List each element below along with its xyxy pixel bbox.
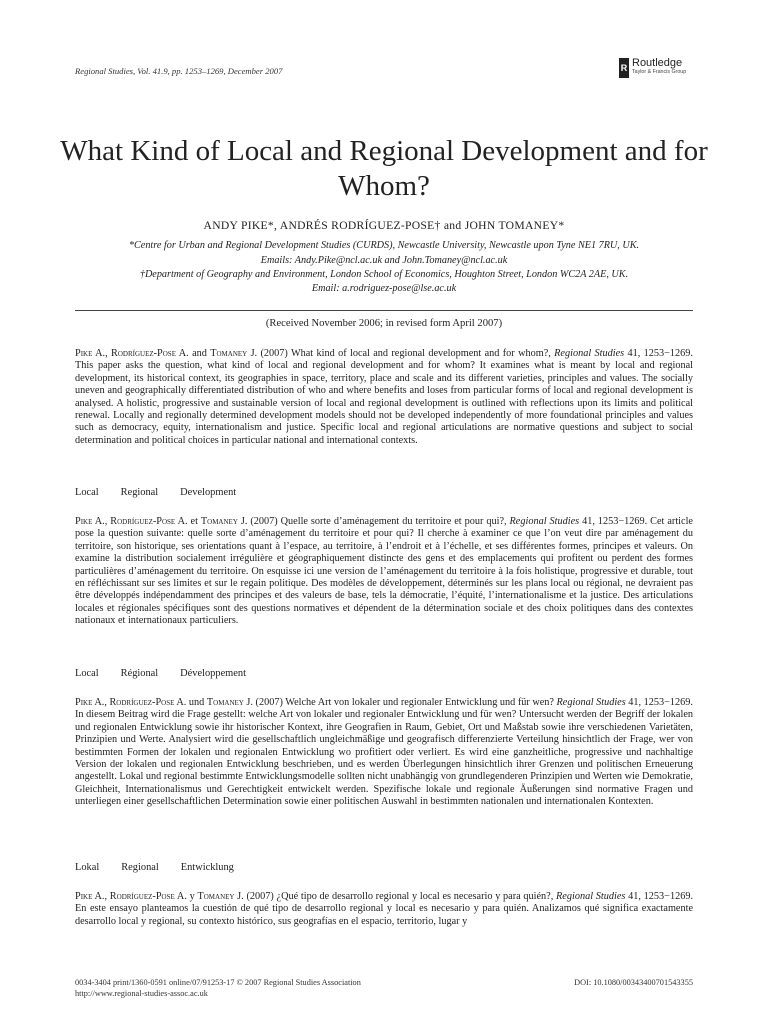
doi[interactable]: DOI: 10.1080/00343400701543355 <box>574 978 693 987</box>
routledge-logo-icon: R <box>619 58 629 78</box>
issn-copyright: 0034-3404 print/1360-0591 online/07/91253-17 © 2007 Regional Studies Association <box>75 978 361 987</box>
abstract-body: 41, 1253−1269. This paper asks the question, what kind of local and regional development and for whom? It examines what is meant by local and regional development, its historical context, its geographies in space, territory, place and scale and its different varieties, principles and values. The socially uneven and geographically differentiated distribution of who and where benefits and loses from particular forms of local and regional development is analysed. A holistic, progressive and sustainable version of local and regional development is outlined with reflections upon its limits and political renewal. Locally and regionally determined development models should not be developed independently of more foundational principles and values such as democracy, equity, internationalism and justice. Specific local and regional articulations are normative questions and subject to social determination and political choices in particular national and international contexts. <box>75 348 693 446</box>
keyword: Regional <box>120 487 159 498</box>
cite-author-rodriguez-pose: Rodríguez-Pose <box>111 348 176 359</box>
cite-conjunction: A. und <box>174 697 207 708</box>
cite-author-pike: Pike A., <box>75 348 112 359</box>
keyword: Regional <box>121 862 159 873</box>
keywords-german <box>75 862 256 873</box>
cite-journal: Regional Studies <box>556 697 626 708</box>
affiliation-emails-ncl: Emails: Andy.Pike@ncl.ac.uk and John.Tomaney@ncl.ac.uk <box>260 255 508 266</box>
keyword: Régional <box>120 668 159 679</box>
publisher-logo <box>619 58 686 78</box>
affiliation-email-lse: Email: a.rodriguez-pose@lse.ac.uk <box>311 283 457 294</box>
abstract-french <box>75 516 693 628</box>
cite-author-pike: Pike A., <box>75 697 110 708</box>
cite-author-pike: Pike A., <box>75 891 110 902</box>
cite-conjunction: A. et <box>175 516 201 527</box>
affiliation-curds: *Centre for Urban and Regional Development Studies (CURDS), Newcastle University, Newcastle upon Tyne NE1 7RU, UK. <box>128 240 640 251</box>
cite-journal: Regional Studies <box>554 348 625 359</box>
abstract-body: 41, 1253−1269. Cet article pose la question suivante: quelle sorte d’aménagement du territoire et pour qui? Il cherche à examiner ce que l’on veut dire par aménagement du territoire, son historique, ses orientations quant à l’espace, au territoire, à l’endroit et à l’échelle, et ses différentes formes, principes et valeurs. On examine la distribution socialement irrégulière et géographiquement distincte des gens et des emplacements qui profitent ou perdent des formes particulières d’aménagement du territoire. On esquisse ici une version de l’aménagement du territoire à la fois holistique, progressive et durable, tout en réfléchissant sur ses limites et sur le regain politique. Des modèles de développement, déterminés sur les plans local ou régional, ne devraient pas être développés indépendamment des principes et des valeurs de base, tels la démocratie, l’équité, l’internationalisme et la justice. Des articulations locales et régionales spécifiques sont des questions normatives et dépendent de la détermination sociale et des choix politiques dans des contextes nationaux et internationaux particuliers. <box>75 516 693 627</box>
keyword: Development <box>180 487 237 498</box>
keywords-french <box>75 668 268 679</box>
cite-journal: Regional Studies <box>556 891 626 902</box>
cite-author-tomaney: Tomaney <box>210 348 248 359</box>
cite-title: J. (2007) ¿Qué tipo de desarrollo regional y local es necesario y para quién?, <box>234 891 557 902</box>
cite-author-rodriguez-pose: Rodríguez-Pose <box>109 697 175 708</box>
keyword: Local <box>75 487 99 498</box>
keyword: Entwicklung <box>180 862 234 873</box>
cite-author-rodriguez-pose: Rodríguez-Pose <box>110 516 176 527</box>
paper-title: What Kind of Local and Regional Development and for Whom? <box>60 135 708 202</box>
abstract-spanish <box>75 891 693 928</box>
cite-author-rodriguez-pose: Rodríguez-Pose <box>109 891 175 902</box>
footer-left <box>75 978 361 999</box>
cite-title: J. (2007) Welche Art von lokaler und regionaler Entwicklung und für wen? <box>243 697 557 708</box>
abstract-german <box>75 697 693 809</box>
cite-title: J. (2007) What kind of local and regional development and for whom?, <box>247 348 555 359</box>
cite-title: J. (2007) Quelle sorte d’aménagement du territoire et pour qui?, <box>237 516 510 527</box>
author-list: ANDY PIKE*, ANDRÉS RODRÍGUEZ-POSE† and JOHN TOMANEY* <box>203 219 565 232</box>
journal-citation-header: Regional Studies, Vol. 41.9, pp. 1253–1269, December 2007 <box>75 66 283 76</box>
cite-conjunction: A. y <box>174 891 198 902</box>
abstract-body: 41, 1253−1269. In diesem Beitrag wird die Frage gestellt: welche Art von lokaler und regionaler Entwicklung und für wen? Untersucht werden der Begriff der lokalen und regionalen Entwicklung sowie ihr historischer Kontext, ihre Geografien in Raum, Gebiet, Ort und Maßstab sowie ihre verschiedenen Varietäten, Prinzipien und Werte. Analysiert wird die gesellschaftlich ungleichmäßige und geografisch differenzierte Verteilung hinsichtlich der Frage, wer von bestimmten Formen der lokalen und regionalen Entwicklung wo profitiert oder verliert. Es wird eine ganzheitliche, progressive und nachhaltige Version der lokalen und regionalen Entwicklung beschrieben, und es werden Überlegungen hinsichtlich ihrer Grenzen und politischen Erneuerung angestellt. Lokal und regional bestimmte Entwicklungsmodelle sollten nicht unabhängig von grundlegenderen Prinzipien und Werten wie Demokratie, Gleichheit, Internationalismus und Gerechtigkeit entwickelt werden. Spezifische lokale und regionale Äußerungen sind normative Fragen und unterliegen einer gesellschaftlichen Determination sowie einer politischen Auswahl in bestimmten nationalen und internationalen Kontexten. <box>75 697 693 808</box>
keyword: Lokal <box>75 862 100 873</box>
cite-author-tomaney: Tomaney <box>206 697 244 708</box>
received-dates: (Received November 2006; in revised form April 2007) <box>265 318 503 329</box>
publisher-subname: Taylor & Francis Group <box>632 69 687 75</box>
cite-journal: Regional Studies <box>509 516 580 527</box>
keyword: Développement <box>180 668 246 679</box>
abstract-english <box>75 348 693 447</box>
cite-author-pike: Pike A., <box>75 516 111 527</box>
keyword: Local <box>75 668 99 679</box>
cite-conjunction: A. and <box>175 348 211 359</box>
title-divider <box>75 310 693 311</box>
cite-author-tomaney: Tomaney <box>200 516 238 527</box>
keywords-english <box>75 487 258 498</box>
abstract-body: 41, 1253−1269. En este ensayo planteamos la cuestión de qué tipo de desarrollo regional y local es necesario y para quién. Analizamos qué significa exactamente desarrollo local y regional, su contexto histórico, sus geografías en el espacio, territorio, lugar y <box>75 891 694 927</box>
affiliation-lse: †Department of Geography and Environment, London School of Economics, Houghton Street, London WC2A 2AE, UK. <box>139 269 629 280</box>
publisher-name: Routledge <box>632 57 683 69</box>
association-url-link[interactable]: http://www.regional-studies-assoc.ac.uk <box>75 988 208 998</box>
cite-author-tomaney: Tomaney <box>197 891 235 902</box>
